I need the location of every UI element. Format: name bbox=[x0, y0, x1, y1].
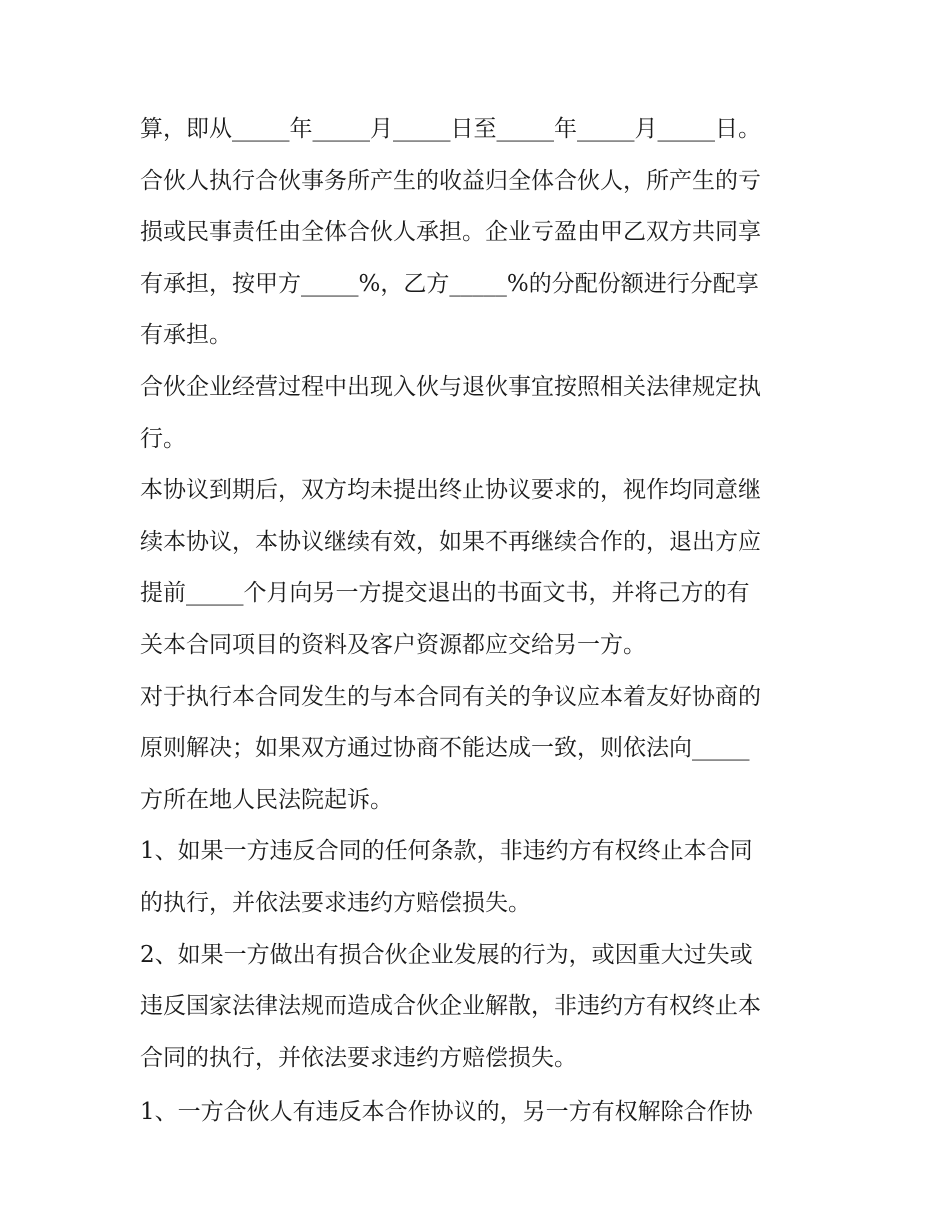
text-line: 关本合同项目的资料及客户资源都应交给另一方。 bbox=[140, 631, 646, 658]
text-line: 1、如果一方违反合同的任何条款，非违约方有权终止本合同 bbox=[140, 838, 753, 865]
text-line: 对于执行本合同发生的与本合同有关的争议应本着友好协商的 bbox=[140, 683, 761, 710]
text-line: 违反国家法律法规而造成合伙企业解散，非违约方有权终止本 bbox=[140, 993, 761, 1020]
text-line: 合伙企业经营过程中出现入伙与退伙事宜按照相关法律规定执 bbox=[140, 373, 761, 400]
text-line: 原则解决；如果双方通过协商不能达成一致，则依法向_____ bbox=[140, 735, 750, 762]
text-line: 有承担，按甲方_____%，乙方_____%的分配份额进行分配享 bbox=[140, 270, 759, 297]
text-line: 行。 bbox=[140, 425, 186, 452]
document-body bbox=[140, 104, 820, 1139]
text-line: 算，即从_____年_____月_____日至_____年_____月_____日。 bbox=[140, 116, 761, 142]
text-line: 合同的执行，并依法要求违约方赔偿损失。 bbox=[140, 1044, 577, 1071]
text-line: 1、一方合伙人有违反本合作协议的，另一方有权解除合作协 bbox=[140, 1099, 753, 1126]
text-line: 的执行，并依法要求违约方赔偿损失。 bbox=[140, 889, 531, 916]
text-line: 2、如果一方做出有损合伙企业发展的行为，或因重大过失或 bbox=[140, 941, 753, 968]
text-line: 方所在地人民法院起诉。 bbox=[140, 786, 393, 813]
text-line: 续本协议，本协议继续有效，如果不再继续合作的，退出方应 bbox=[140, 528, 761, 555]
text-line: 合伙人执行合伙事务所产生的收益归全体合伙人，所产生的亏 bbox=[140, 167, 761, 194]
text-line: 有承担。 bbox=[140, 322, 232, 349]
text-line: 损或民事责任由全体合伙人承担。企业亏盈由甲乙双方共同享 bbox=[140, 219, 761, 246]
text-line: 本协议到期后，双方均未提出终止协议要求的，视作均同意继 bbox=[140, 477, 761, 504]
text-line: 提前_____个月向另一方提交退出的书面文书，并将己方的有 bbox=[140, 580, 750, 607]
